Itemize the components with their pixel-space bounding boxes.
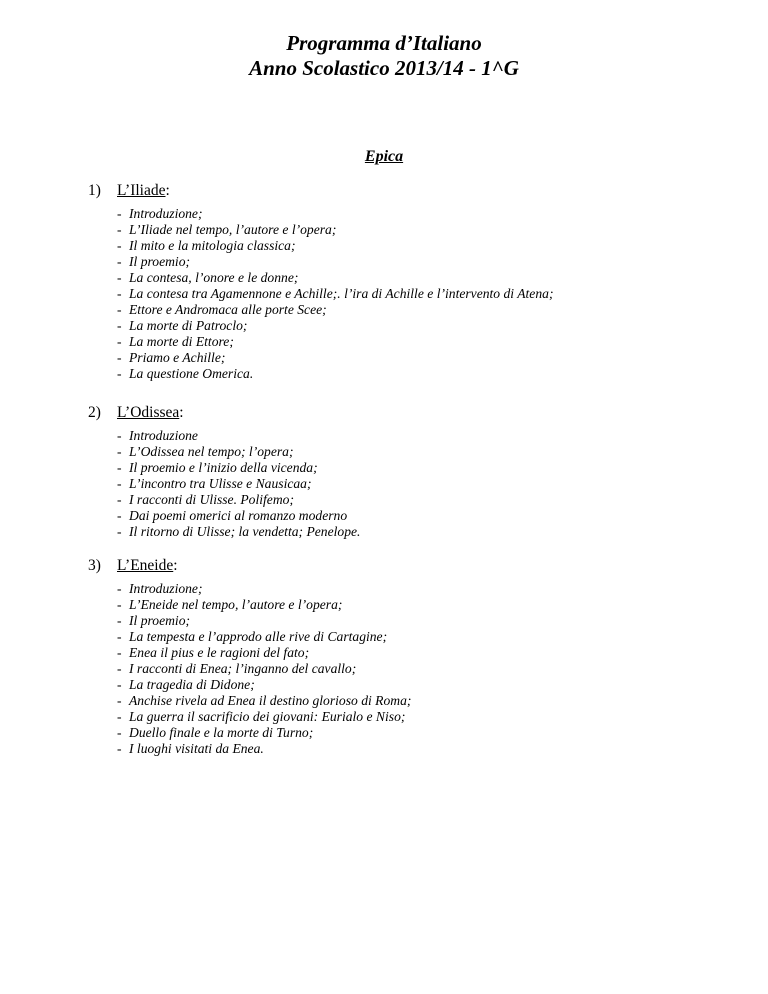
work-section-eneide — [88, 556, 748, 757]
list-item: - Il proemio e l’inizio della vicenda; — [117, 460, 318, 475]
work-title-colon: : — [173, 557, 178, 574]
list-item: - Il mito e la mitologia classica; — [117, 238, 296, 253]
list-item: - La questione Omerica. — [117, 366, 254, 381]
title-line-1: Programma d’Italiano — [286, 31, 482, 55]
title-line-2: Anno Scolastico 2013/14 - 1^G — [249, 56, 519, 80]
list-item: - Il proemio; — [117, 613, 191, 628]
list-item: - Il proemio; — [117, 254, 191, 269]
section-heading: Epica — [364, 148, 404, 165]
list-item: - Introduzione; — [117, 206, 203, 221]
list-item: - L’incontro tra Ulisse e Nausicaa; — [117, 476, 312, 491]
work-section-iliade — [88, 181, 748, 382]
list-item: - La contesa tra Agamennone e Achille;. l’ira di Achille e l’intervento di Atena; — [117, 286, 554, 301]
list-item: - La contesa, l’onore e le donne; — [117, 270, 299, 285]
list-item: - Anchise rivela ad Enea il destino glorioso di Roma; — [117, 693, 412, 708]
list-item: - L’Eneide nel tempo, l’autore e l’opera; — [117, 597, 343, 612]
work-title: L’Eneide — [117, 557, 174, 574]
list-item: - Dai poemi omerici al romanzo moderno — [117, 508, 348, 523]
list-item: - Priamo e Achille; — [117, 350, 226, 365]
list-item: - Introduzione — [117, 428, 198, 443]
list-item: - La morte di Ettore; — [117, 334, 234, 349]
list-item: - I racconti di Ulisse. Polifemo; — [117, 492, 294, 507]
list-item: - I luoghi visitati da Enea. — [117, 741, 264, 756]
topic-list — [88, 206, 748, 382]
work-section-odissea — [88, 403, 748, 540]
work-header — [88, 403, 748, 423]
list-item: - La tragedia di Didone; — [117, 677, 255, 692]
document-title — [0, 31, 768, 81]
list-item: - La tempesta e l’approdo alle rive di Cartagine; — [117, 629, 388, 644]
list-item: - Enea il pius e le ragioni del fato; — [117, 645, 310, 660]
list-item: - Introduzione; — [117, 581, 203, 596]
work-number: 1) — [88, 182, 101, 199]
list-item: - I racconti di Enea; l’inganno del cavallo; — [117, 661, 357, 676]
list-item: - La guerra il sacrificio dei giovani: Eurialo e Niso; — [117, 709, 406, 724]
work-title-colon: : — [165, 182, 170, 199]
work-header — [88, 556, 748, 576]
list-item: - Ettore e Andromaca alle porte Scee; — [117, 302, 327, 317]
topic-list — [88, 428, 748, 540]
work-header — [88, 181, 748, 201]
topic-list — [88, 581, 748, 757]
list-item: - L’Iliade nel tempo, l’autore e l’opera; — [117, 222, 337, 237]
list-item: - L’Odissea nel tempo; l’opera; — [117, 444, 294, 459]
list-item: - Il ritorno di Ulisse; la vendetta; Penelope. — [117, 524, 361, 539]
work-title: L’Iliade — [117, 182, 166, 199]
list-item: - Duello finale e la morte di Turno; — [117, 725, 314, 740]
work-title-colon: : — [179, 404, 184, 421]
work-number: 2) — [88, 404, 101, 421]
work-title: L’Odissea — [117, 404, 180, 421]
work-number: 3) — [88, 557, 101, 574]
list-item: - La morte di Patroclo; — [117, 318, 248, 333]
